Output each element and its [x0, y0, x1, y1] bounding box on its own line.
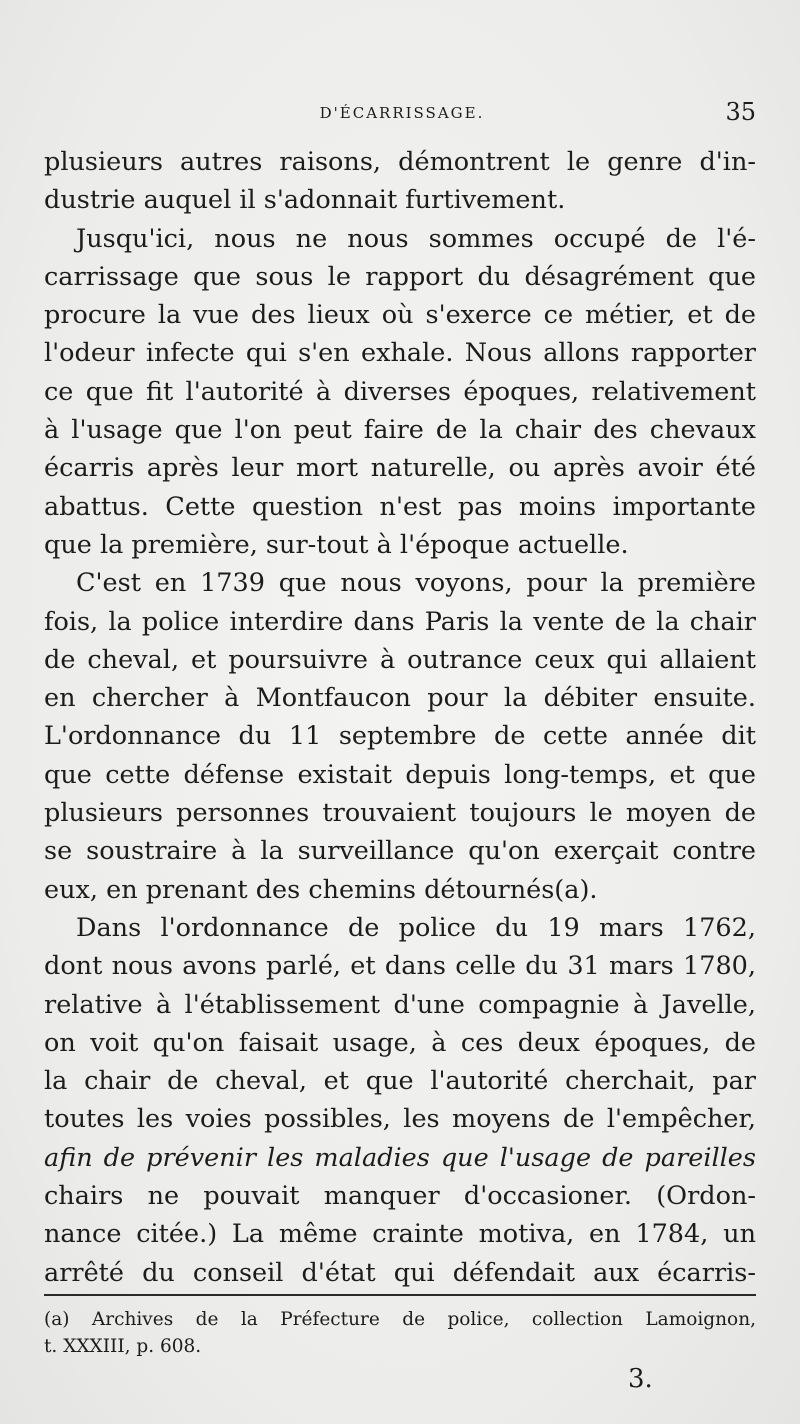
- text-line: toutes les voies possibles, les moyens de l'empêcher,: [44, 1104, 756, 1135]
- text-line: dustrie auquel il s'adonnait furtivement.: [44, 185, 566, 216]
- text-line: L'ordonnance du 11 septembre de cette année dit: [44, 721, 756, 752]
- text-line: la chair de cheval, et que l'autorité cherchait, par: [44, 1066, 756, 1097]
- text-line: abattus. Cette question n'est pas moins importante: [44, 491, 756, 522]
- text-line: à l'usage que l'on peut faire de la chair des chevaux: [44, 415, 756, 446]
- footnote: [44, 1306, 756, 1360]
- text-line: C'est en 1739 que nous voyons, pour la première: [76, 568, 756, 599]
- text-line: chairs ne pouvait manquer d'occasioner. (Ordon-: [44, 1181, 756, 1212]
- text-line: que la première, sur-tout à l'époque actuelle.: [44, 529, 629, 560]
- text-line: fois, la police interdire dans Paris la vente de la chair: [44, 606, 756, 637]
- text-line: arrêté du conseil d'état qui défendait aux écarris-: [44, 1257, 756, 1288]
- text-line: nance citée.) La même crainte motiva, en 1784, un: [44, 1219, 756, 1250]
- text-line: on voit qu'on faisait usage, à ces deux époques, de: [44, 1027, 756, 1058]
- footnote-line: (a) Archives de la Préfecture de police, collection Lamoignon,: [44, 1309, 756, 1330]
- text-line: que cette défense existait depuis long-temps, et que: [44, 759, 756, 790]
- running-title: D'ÉCARRISSAGE.: [319, 104, 485, 122]
- text-line: Dans l'ordonnance de police du 19 mars 1762,: [76, 912, 756, 943]
- text-line: eux, en prenant des chemins détournés(a).: [44, 874, 598, 905]
- text-line: écarris après leur mort naturelle, ou après avoir été: [44, 453, 756, 484]
- footnote-line: t. XXXIII, p. 608.: [44, 1336, 202, 1357]
- text-line: relative à l'établissement d'une compagnie à Javelle,: [44, 989, 756, 1020]
- text-line: carrissage que sous le rapport du désagrément que: [44, 261, 756, 292]
- signature-mark: 3.: [628, 1364, 653, 1394]
- text-line: ce que fit l'autorité à diverses époques, relativement: [44, 376, 756, 407]
- text-line: procure la vue des lieux où s'exerce ce métier, et de: [44, 300, 756, 331]
- text-line: afin de prévenir les maladies que l'usage de pareilles: [44, 1142, 756, 1173]
- text-line: de cheval, et poursuivre à outrance ceux qui allaient: [44, 644, 756, 675]
- text-line: l'odeur infecte qui s'en exhale. Nous allons rapporter: [44, 338, 756, 369]
- body-text: [44, 143, 756, 1292]
- text-line: plusieurs personnes trouvaient toujours le moyen de: [44, 798, 756, 829]
- page-number: 35: [725, 98, 756, 126]
- text-line: plusieurs autres raisons, démontrent le genre d'in-: [44, 147, 756, 177]
- footnote-divider: [44, 1294, 756, 1296]
- text-line: se soustraire à la surveillance qu'on exerçait contre: [44, 836, 756, 867]
- text-line: dont nous avons parlé, et dans celle du 31 mars 1780,: [44, 951, 756, 982]
- text-line: Jusqu'ici, nous ne nous sommes occupé de l'é-: [76, 223, 756, 254]
- text-line: en chercher à Montfaucon pour la débiter ensuite.: [44, 683, 756, 714]
- page-header: [44, 98, 760, 132]
